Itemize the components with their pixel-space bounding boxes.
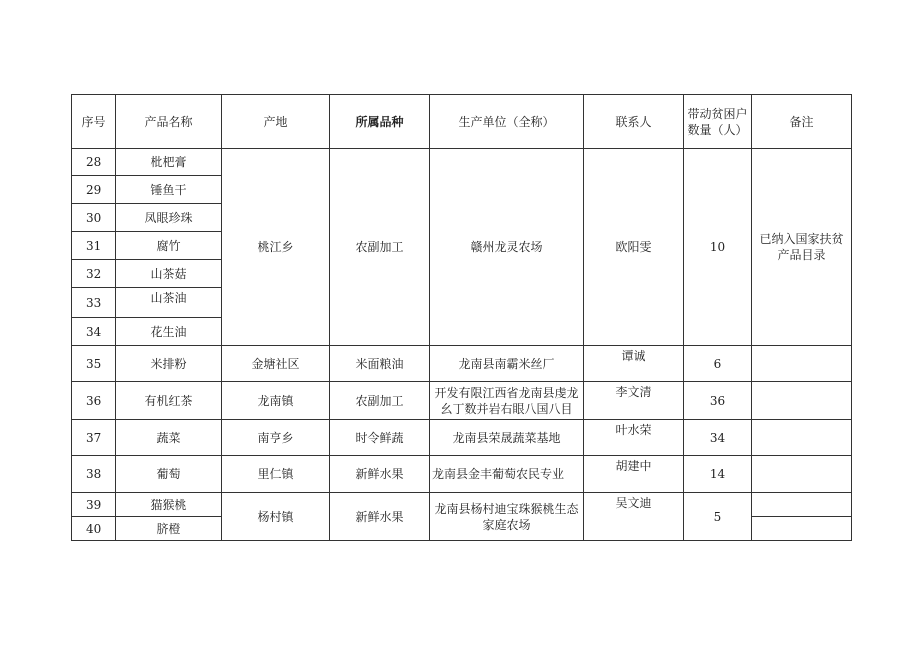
row-producer: 龙南县南霸米丝厂 xyxy=(430,346,584,382)
group2-category: 新鲜水果 xyxy=(330,493,430,541)
header-product: 产品名称 xyxy=(116,95,222,149)
row-product: 枇杷膏 xyxy=(116,149,222,176)
header-households-line2: 数量（人） xyxy=(687,122,748,137)
row-remark xyxy=(752,420,852,456)
row-category: 新鲜水果 xyxy=(330,456,430,493)
header-households xyxy=(684,95,752,149)
row-producer: 龙南县荣晟蔬菜基地 xyxy=(430,420,584,456)
row-product: 有机红茶 xyxy=(116,382,222,420)
row-contact: 李文清 xyxy=(584,382,684,420)
table-row xyxy=(72,420,852,456)
row-index: 34 xyxy=(72,318,116,346)
header-contact: 联系人 xyxy=(584,95,684,149)
group1-contact: 欧阳雯 xyxy=(584,149,684,346)
row-index: 29 xyxy=(72,176,116,204)
row-index: 39 xyxy=(72,493,116,517)
row-product: 山茶油 xyxy=(116,288,222,318)
group2-origin: 杨村镇 xyxy=(222,493,330,541)
table-row xyxy=(72,493,852,517)
row-product: 腐竹 xyxy=(116,232,222,260)
row-product: 蔬菜 xyxy=(116,420,222,456)
table-row xyxy=(72,346,852,382)
row-producer: 龙南县金丰葡萄农民专业 xyxy=(430,456,584,493)
row-index: 36 xyxy=(72,382,116,420)
row-households: 14 xyxy=(684,456,752,493)
group2-households: 5 xyxy=(684,493,752,541)
header-row xyxy=(72,95,852,149)
header-category: 所属品种 xyxy=(330,95,430,149)
row-product: 凤眼珍珠 xyxy=(116,204,222,232)
group1-category: 农副加工 xyxy=(330,149,430,346)
table-row xyxy=(72,149,852,176)
header-origin: 产地 xyxy=(222,95,330,149)
row-product: 葡萄 xyxy=(116,456,222,493)
row-remark xyxy=(752,456,852,493)
row-index: 31 xyxy=(72,232,116,260)
group1-origin: 桃江乡 xyxy=(222,149,330,346)
table-row xyxy=(72,382,852,420)
row-product: 脐橙 xyxy=(116,517,222,541)
row-index: 40 xyxy=(72,517,116,541)
row-product: 米排粉 xyxy=(116,346,222,382)
product-table xyxy=(71,94,852,541)
group1-remark: 已纳入国家扶贫产品目录 xyxy=(752,149,852,346)
header-producer: 生产单位（全称） xyxy=(430,95,584,149)
group1-households: 10 xyxy=(684,149,752,346)
row-origin: 龙南镇 xyxy=(222,382,330,420)
group2-producer: 龙南县杨村迪宝珠猴桃生态家庭农场 xyxy=(430,493,584,541)
row-product: 锤鱼干 xyxy=(116,176,222,204)
row-category: 农副加工 xyxy=(330,382,430,420)
group1-producer: 赣州龙灵农场 xyxy=(430,149,584,346)
table-row xyxy=(72,456,852,493)
row-index: 30 xyxy=(72,204,116,232)
header-index: 序号 xyxy=(72,95,116,149)
row-remark xyxy=(752,493,852,517)
row-product: 山茶菇 xyxy=(116,260,222,288)
header-remark: 备注 xyxy=(752,95,852,149)
row-index: 38 xyxy=(72,456,116,493)
row-remark xyxy=(752,346,852,382)
row-index: 35 xyxy=(72,346,116,382)
group2-contact: 吴文迪 xyxy=(584,493,684,541)
row-origin: 南亨乡 xyxy=(222,420,330,456)
row-index: 32 xyxy=(72,260,116,288)
row-category: 米面粮油 xyxy=(330,346,430,382)
row-producer: 开发有限江西省龙南县虔龙幺丁数并岩右眼八国八目 xyxy=(430,382,584,420)
row-index: 37 xyxy=(72,420,116,456)
row-origin: 里仁镇 xyxy=(222,456,330,493)
row-index: 28 xyxy=(72,149,116,176)
row-remark xyxy=(752,517,852,541)
header-households-line1: 带动贫困户 xyxy=(687,106,748,121)
row-index: 33 xyxy=(72,288,116,318)
row-households: 6 xyxy=(684,346,752,382)
row-category: 时令鲜蔬 xyxy=(330,420,430,456)
row-product: 花生油 xyxy=(116,318,222,346)
row-remark xyxy=(752,382,852,420)
row-households: 34 xyxy=(684,420,752,456)
row-contact: 叶水荣 xyxy=(584,420,684,456)
row-households: 36 xyxy=(684,382,752,420)
row-contact: 胡建中 xyxy=(584,456,684,493)
row-contact: 谭诚 xyxy=(584,346,684,382)
row-product: 猫猴桃 xyxy=(116,493,222,517)
row-origin: 金塘社区 xyxy=(222,346,330,382)
